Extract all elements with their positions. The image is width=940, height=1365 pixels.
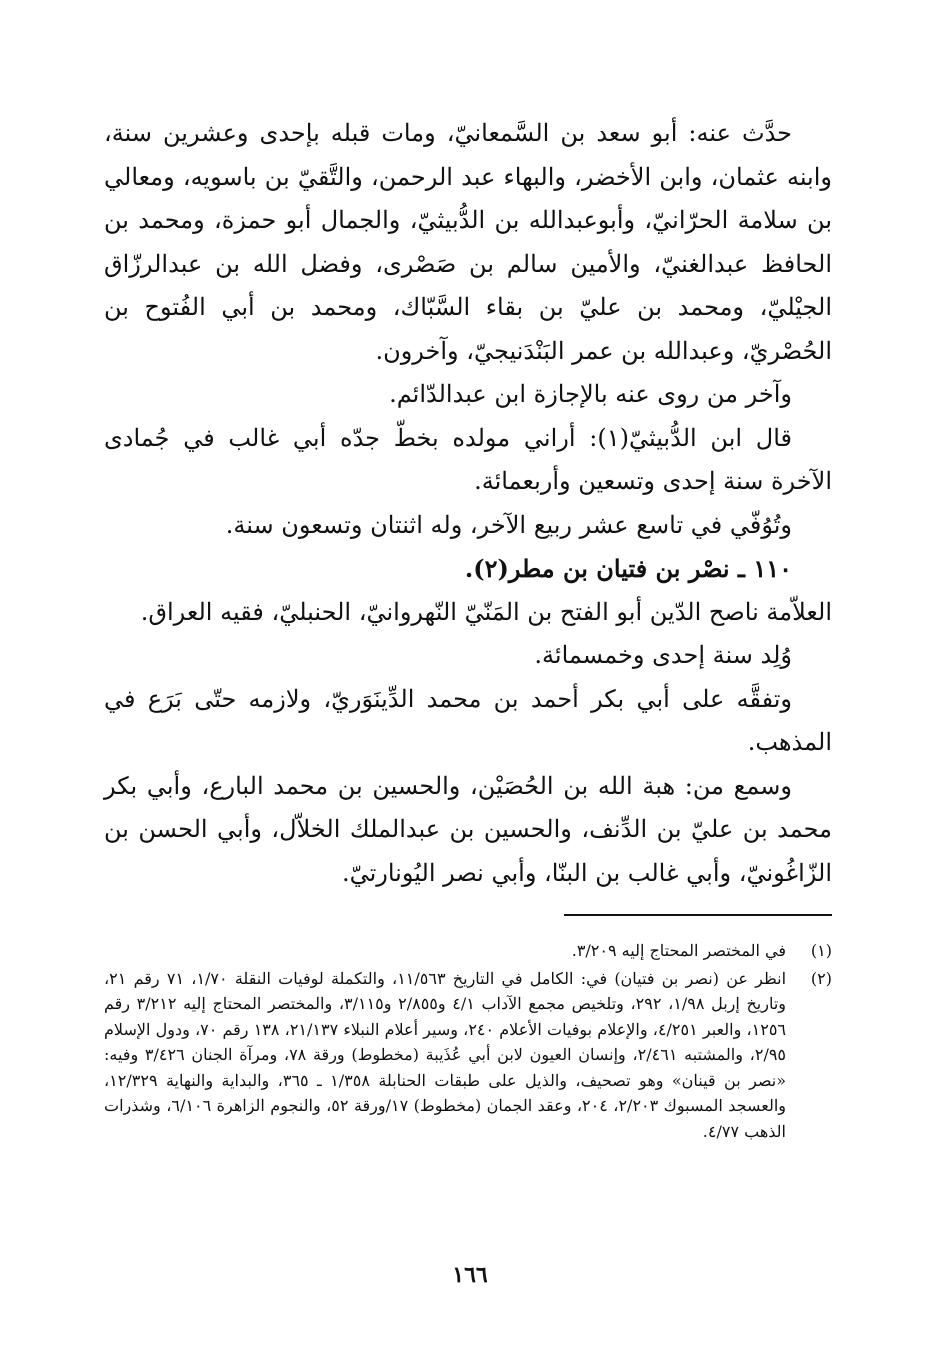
paragraph-last-narrator: وآخر من روى عنه بالإجازة ابن عبدالدّائم.: [389, 380, 792, 408]
paragraph-narrators: حدَّث عنه: أبو سعد بن السَّمعانيّ، ومات قبله بإحدى وعشرين سنة، وابنه عثمان، وابن الأخضر، والبهاء عبد الرحمن، والتَّقيّ بن باسويه، ومعالي بن سلامة الحرّانيّ، وأبوعبدالله بن الدُّبيثيّ، والجمال أبو حمزة، ومحمد بن الحافظ عبدالغنيّ، والأمين سالم بن صَصْرى، وفضل الله بن عبدالرزّاق الجيْليّ، ومحمد بن عليّ بن بقاء السَّبّاك، ومحمد بن أبي الفُتوح بن الحُصْريّ، وعبدالله بن عمر البَنْدَنيجيّ، وآخرون.: [104, 119, 833, 365]
paragraph-birth: قال ابن الدُّبيثيّ(١): أراني مولده بخطّ جدّه أبي غالب في جُمادى الآخرة سنة إحدى وتسعين وأربعمائة.: [104, 423, 832, 495]
footnote-text: انظر عن (نصر بن فتيان) في: الكامل في التاريخ ١١/٥٦٣، والتكملة لوفيات النقلة ١/٧٠، ٧١ رقم ٢١، وتاريخ إربل ١/٩٨، ٢٩٢، وتلخيص مجمع الآداب ٤/١ و٢/٨٥٥ و٣/١١٥، والمختصر المحتاج إليه ٣/٢١٢ رقم ١٢٥٦، والعبر ٤/٢٥١، والإعلام بوفيات الأعلام ٢٤٠، وسير أعلام النبلاء ٢١/١٣٧، ١٣٨ رقم ٧٠، ودول الإسلام ٢/٩٥، والمشتبه ٢/٤٦١، وإنسان العيون لابن أبي عُذَيبة (مخطوط) ورقة ٧٨، ومرآة الجنان ٣/٤٢٦ وفيه: «نصر بن قينان» وهو تصحيف، والذيل على طبقات الحنابلة ١/٣٥٨ ـ ٣٦٥، والبداية والنهاية ١٢/٣٢٩، والعسجد المسبوك ٢/٢٠٣، ٢٠٤، وعقد الجمان (مخطوط) ١٧/ورقة ٥٢، والنجوم الزاهرة ٦/١٠٦، وشذرات الذهب ٤/٧٧.: [104, 968, 787, 1141]
paragraph-death: وتُوُفّي في تاسع عشر ربيع الآخر، وله اثنتان وتسعون سنة.: [225, 510, 792, 539]
entry-paragraph-teachers: وسمع من: هبة الله بن الحُصَيْن، والحسين بن محمد البارع، وأبي بكر محمد بن عليّ بن الدِّنف، والحسين بن عبدالملك الخلاّل، وأبي الحسن بن الزّاغُونيّ، وأبي غالب بن البنّا، وأبي نصر اليُونارتيّ.: [104, 771, 832, 887]
entry-paragraph-title: العلاّمة ناصح الدّين أبو الفتح بن المَنّيّ النّهروانيّ، الحنبليّ، فقيه العراق.: [140, 597, 832, 626]
footnote-separator: [564, 914, 832, 916]
footnote-item: [104, 938, 832, 964]
footnote-number: (١): [810, 941, 832, 960]
main-text: [104, 112, 832, 895]
footnote-item: [104, 966, 832, 1145]
entry-heading: ١١٠ ـ نصْر بن فتيان بن مطر(٢).: [464, 554, 792, 583]
page-number: ١٦٦: [452, 1262, 488, 1288]
entry-paragraph-study: وتفقَّه على أبي بكر أحمد بن محمد الدِّينَوَريّ، ولازمه حتّى بَرَع في المذهب.: [104, 684, 832, 756]
footnote-number: (٢): [810, 968, 832, 988]
footnote-text: في المختصر المحتاج إليه ٣/٢٠٩.: [571, 941, 786, 960]
entry-paragraph-birth: وُلِد سنة إحدى وخمسمائة.: [534, 641, 792, 669]
footnotes: [104, 938, 832, 1146]
